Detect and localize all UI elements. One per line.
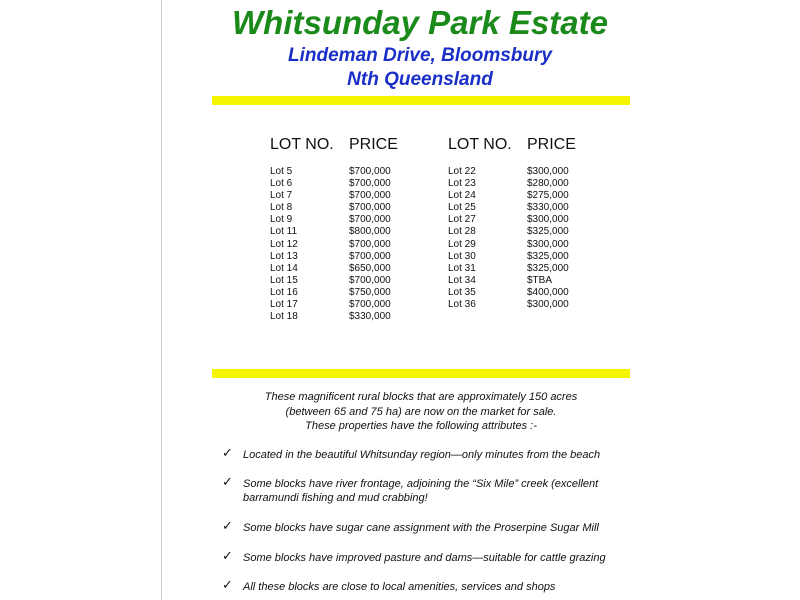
lot-price: $325,000	[527, 226, 569, 238]
lot-number: Lot 22	[448, 166, 476, 177]
lot-number: Lot 13	[270, 250, 298, 262]
lot-price: $700,000	[349, 238, 391, 250]
checkmark-icon: ✓	[222, 474, 233, 489]
lot-price: $700,000	[349, 190, 391, 202]
lot-price: $650,000	[349, 262, 391, 274]
lot-price: $800,000	[349, 226, 391, 238]
lot-price: $700,000	[349, 202, 391, 214]
attribute-text: Located in the beautiful Whitsunday region—only minutes from the beach	[243, 449, 601, 461]
lot-number: Lot 5	[270, 166, 293, 177]
checkmark-icon: ✓	[222, 445, 233, 460]
price-column-header: PRICE	[527, 136, 576, 153]
lot-price: $300,000	[527, 214, 569, 226]
lot-number: Lot 11	[270, 226, 298, 238]
lot-number: Lot 14	[270, 262, 298, 274]
lot-price: $330,000	[527, 202, 569, 214]
attribute-text: Some blocks have sugar cane assignment with the Proserpine Sugar Mill	[243, 522, 599, 534]
price-column-header: PRICE	[349, 136, 398, 153]
lot-column-header: LOT NO.	[270, 136, 334, 153]
intro-paragraph	[212, 390, 630, 434]
lot-price: $275,000	[527, 190, 569, 202]
intro-line: These properties have the following attributes :-	[305, 420, 537, 432]
attribute-text: All these blocks are close to local amenities, services and shops	[243, 581, 556, 593]
lot-number: Lot 31	[448, 262, 476, 274]
lot-number: Lot 28	[448, 226, 476, 238]
checkmark-icon: ✓	[222, 577, 233, 592]
top-divider-bar	[212, 96, 630, 105]
lot-price: $700,000	[349, 250, 391, 262]
lot-price: $700,000	[349, 299, 391, 311]
lot-number: Lot 18	[270, 311, 298, 323]
intro-line: These magnificent rural blocks that are approximately 150 acres	[264, 391, 578, 403]
lot-price: $750,000	[349, 286, 391, 298]
lot-price: $700,000	[349, 178, 391, 190]
lot-price: $700,000	[349, 166, 391, 177]
attribute-text: Some blocks have improved pasture and dams—suitable for cattle grazing	[243, 552, 606, 564]
lot-column-header: LOT NO.	[448, 136, 512, 153]
lot-price: $300,000	[527, 238, 569, 250]
lot-number: Lot 34	[448, 274, 476, 286]
lot-number: Lot 27	[448, 214, 476, 226]
lot-number: Lot 30	[448, 250, 476, 262]
lot-number: Lot 16	[270, 286, 298, 298]
attribute-text: Some blocks have river frontage, adjoining the “Six Mile” creek (excellent barramundi fishing and mud crabbing!	[243, 478, 599, 504]
bottom-divider-bar	[212, 369, 630, 378]
address-line-2: Nth Queensland	[347, 69, 493, 90]
lot-price: $300,000	[527, 299, 569, 311]
checkmark-icon: ✓	[222, 518, 233, 533]
lot-price: $330,000	[349, 311, 391, 323]
lot-number: Lot 25	[448, 202, 476, 214]
lot-number: Lot 15	[270, 274, 298, 286]
lot-price: $325,000	[527, 262, 569, 274]
lot-number: Lot 24	[448, 190, 476, 202]
lot-number: Lot 23	[448, 178, 476, 190]
lot-number: Lot 6	[270, 178, 293, 190]
lot-price: $300,000	[527, 166, 569, 177]
lot-number: Lot 8	[270, 202, 293, 214]
checkmark-icon: ✓	[222, 548, 233, 563]
lot-number: Lot 29	[448, 238, 476, 250]
lot-number: Lot 7	[270, 190, 293, 202]
lot-price: $700,000	[349, 214, 391, 226]
lot-price: $280,000	[527, 178, 569, 190]
lot-price: $325,000	[527, 250, 569, 262]
lot-price: $700,000	[349, 274, 391, 286]
address-line-1: Lindeman Drive, Bloomsbury	[288, 45, 552, 66]
lot-number: Lot 9	[270, 214, 293, 226]
lot-number: Lot 35	[448, 286, 476, 298]
lot-number: Lot 17	[270, 299, 298, 311]
page-title: Whitsunday Park Estate	[232, 4, 608, 41]
lot-number: Lot 36	[448, 299, 476, 311]
lot-number: Lot 12	[270, 238, 298, 250]
lot-price: $TBA	[527, 274, 553, 286]
lot-price: $400,000	[527, 286, 569, 298]
intro-line: (between 65 and 75 ha) are now on the market for sale.	[285, 405, 557, 418]
